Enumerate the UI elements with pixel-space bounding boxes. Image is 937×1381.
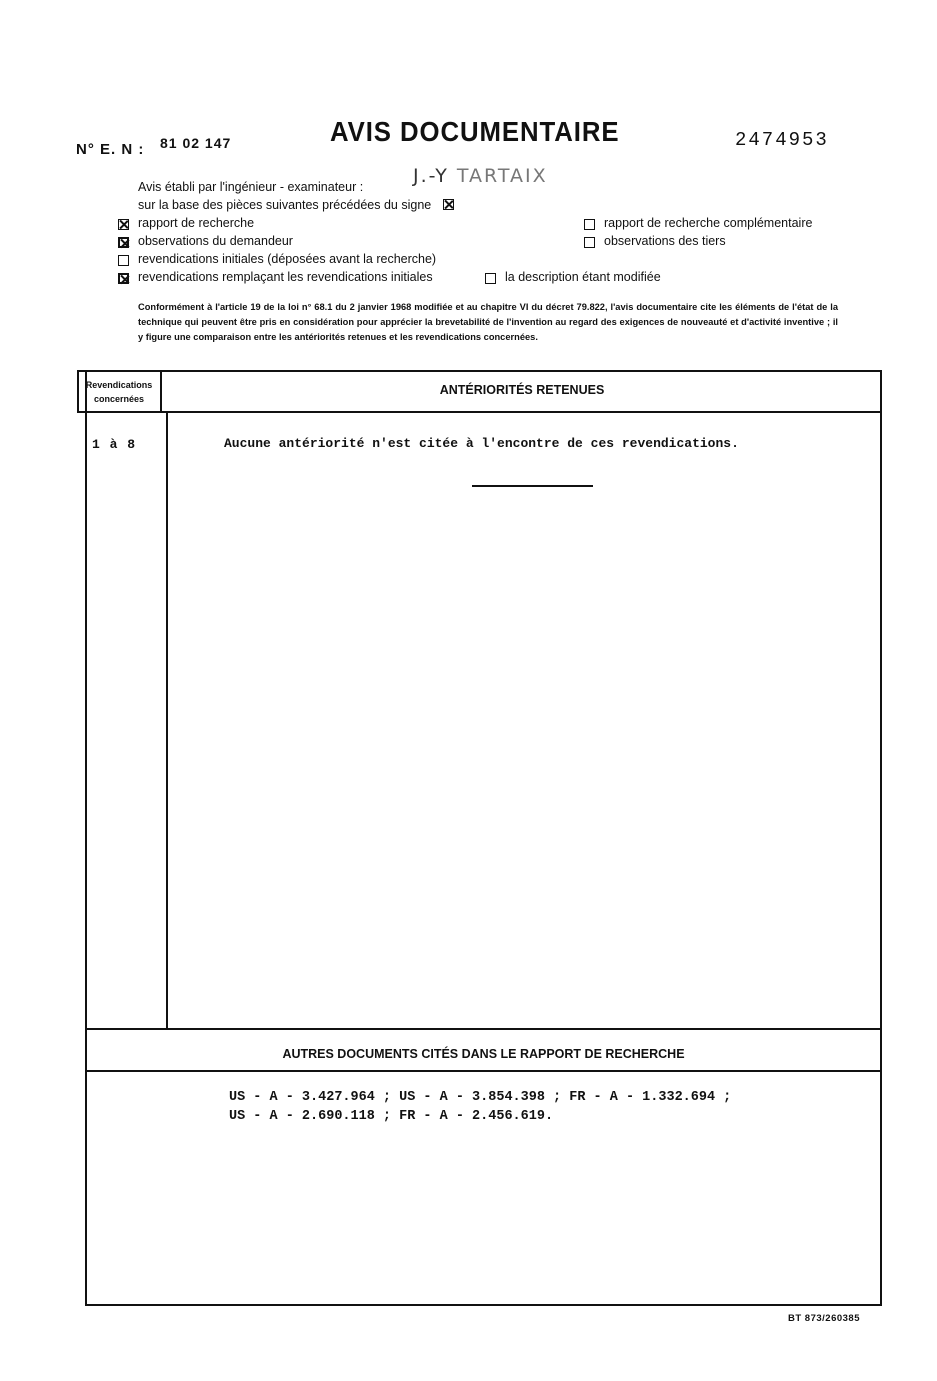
en-label: N° E. N : [76, 141, 145, 158]
column-header-priorities: ANTÉRIORITÉS RETENUES [439, 383, 605, 397]
examiner-initials: J.-Y [413, 165, 449, 187]
column-header-claims-line1: Revendications [85, 380, 153, 390]
examiner-surname: TARTAIX [456, 165, 548, 187]
option-label-revendications-initiales: revendications initiales (déposées avant la recherche) [138, 252, 437, 266]
option-label-description-modifiee: la description étant modifiée [505, 270, 661, 284]
checkbox-observations-demandeur[interactable] [118, 237, 129, 248]
other-docs-header: AUTRES DOCUMENTS CITÉS DANS LE RAPPORT DE RECHERCHE [282, 1047, 685, 1061]
intro-line-2: sur la base des pièces suivantes précédées du signe [138, 198, 432, 212]
option-label-revendications-remplacant: revendications remplaçant les revendications initiales [138, 270, 433, 284]
document-title: AVIS DOCUMENTAIRE [330, 116, 620, 147]
examiner-name [413, 165, 548, 187]
section-rule-bottom [85, 1070, 882, 1072]
column-header-claims [78, 378, 160, 406]
section-rule-top [85, 1028, 882, 1030]
checkbox-rapport-complementaire[interactable] [584, 219, 595, 230]
en-number: 81 02 147 [160, 135, 232, 151]
publication-number: 2474953 [735, 129, 829, 151]
results-table [85, 370, 882, 1306]
closing-rule [472, 485, 593, 487]
checkbox-revendications-remplacant[interactable] [118, 273, 129, 284]
legal-paragraph: Conformément à l'article 19 de la loi n° 68.1 du 2 janvier 1968 modifiée et au chapitre VI du décret 79.822, l'avis documentaire cite les éléments de l'état de la technique qui peuvent être pris en considération pour apprécier la brevetabilité de l'invention au regard des exigences de nouveauté et d'activité inventive ; il y figure une comparaison entre les antériorités retenues et les revendications concernées. [138, 302, 838, 342]
option-label-rapport-recherche: rapport de recherche [138, 216, 255, 230]
form-code: BT 873/260385 [788, 1313, 860, 1324]
checkbox-revendications-initiales[interactable] [118, 255, 129, 266]
other-docs-line-2: US - A - 2.690.118 ; FR - A - 2.456.619. [229, 1109, 554, 1124]
column-header-claims-line2: concernées [93, 394, 145, 404]
claims-range: 1 à 8 [92, 437, 137, 452]
other-docs-line-1: US - A - 3.427.964 ; US - A - 3.854.398 ; FR - A - 1.332.694 ; [229, 1090, 732, 1105]
checkbox-description-modifiee[interactable] [485, 273, 496, 284]
checkbox-rapport-recherche[interactable] [118, 219, 129, 230]
column-divider [166, 413, 168, 1029]
finding-text: Aucune antériorité n'est citée à l'encontre de ces revendications. [224, 436, 739, 451]
intro-line-1: Avis établi par l'ingénieur - examinateur : [138, 180, 364, 194]
header-bottom-rule [77, 411, 882, 413]
legend-checkbox-icon [443, 199, 454, 210]
checkbox-observations-tiers[interactable] [584, 237, 595, 248]
option-label-rapport-complementaire: rapport de recherche complémentaire [604, 216, 813, 230]
option-label-observations-tiers: observations des tiers [604, 234, 726, 248]
option-label-observations-demandeur: observations du demandeur [138, 234, 293, 248]
